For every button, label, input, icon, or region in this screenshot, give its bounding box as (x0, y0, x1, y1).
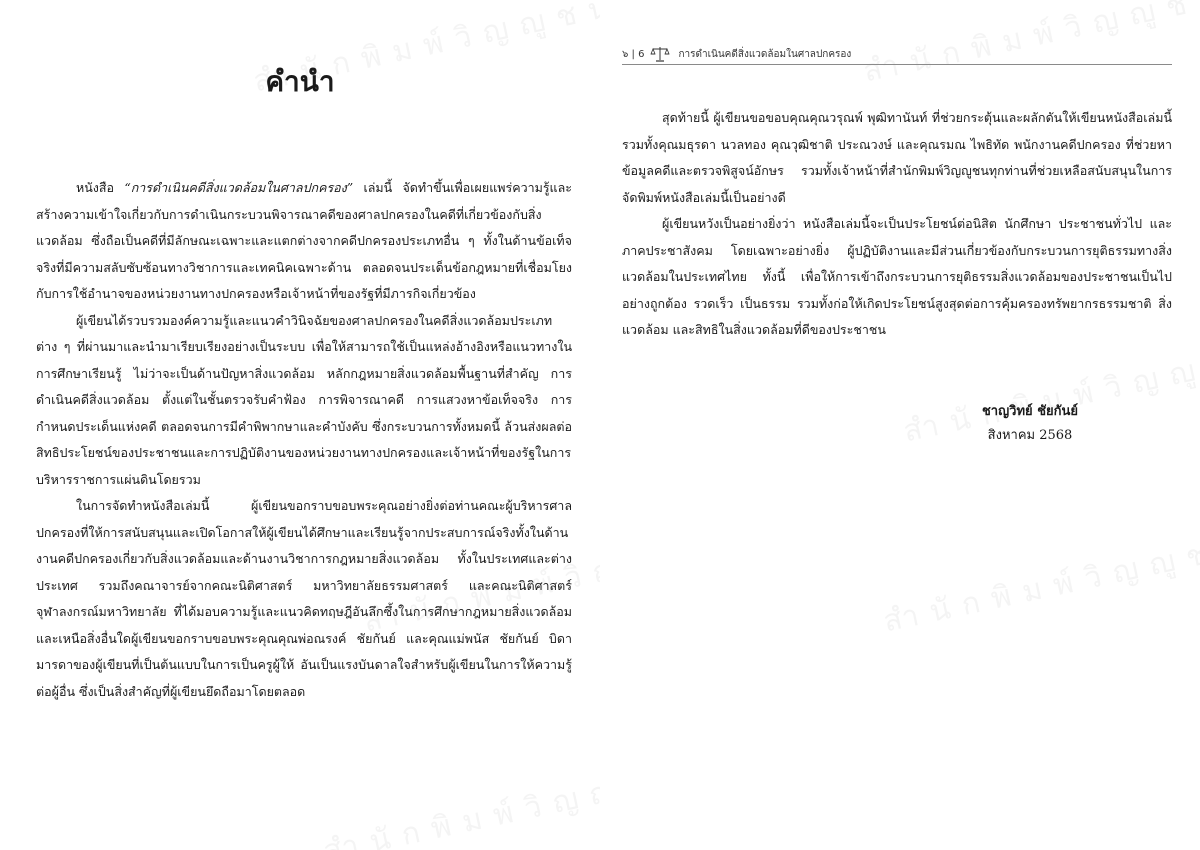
running-head (622, 44, 1172, 65)
paragraph: สุดท้ายนี้ ผู้เขียนขอขอบคุณคุณวรุณพ์ พุฒิทานันท์ ที่ช่วยกระตุ้นและผลักดันให้เขียนหนังสือเล่มนี้ รวมทั้งคุณมธุรดา นวลทอง คุณวุฒิชาติ ประณวงษ์ และคุณรมณ ไพธิทัด พนักงานคดีปกครอง ที่ช่วยหาข้อมูลคดีและตรวจพิสูจน์อักษร รวมทั้งเจ้าหน้าที่สำนักพิมพ์วิญญูชนทุกท่านที่ช่วยเหลือสนับสนุนในการจัดพิมพ์หนังสือเล่มนี้เป็นอย่างดี (622, 110, 1172, 205)
paragraph: ผู้เขียนได้รวบรวมองค์ความรู้และแนวคำวินิจฉัยของศาลปกครองในคดีสิ่งแวดล้อมประเภทต่าง ๆ ที่ผ่านมาและนำมาเรียบเรียงอย่างเป็นระบบ เพื่อให้สามารถใช้เป็นแหล่งอ้างอิงหรือแนวทางในการศึกษาเรียนรู้ ไม่ว่าจะเป็นด้านปัญหาสิ่งแวดล้อม หลักกฎหมายสิ่งแวดล้อมพื้นฐานที่สำคัญ การดำเนินคดีสิ่งแวดล้อม ตั้งแต่ในชั้นตรวจรับคำฟ้อง การพิจารณาคดี การแสวงหาข้อเท็จจริง การกำหนดประเด็นแห่งคดี ตลอดจนการมีคำพิพากษาและคำบังคับ ซึ่งกระบวนการทั้งหมดนี้ ล้วนส่งผลต่อสิทธิประโยชน์ของประชาชนและการปฏิบัติงานของหน่วยงานทางปกครองและเจ้าหน้าที่ของรัฐในการบริหารราชการแผ่นดินโดยรวม (36, 312, 572, 487)
author-name: ชาญวิทย์ ชัยกันย์ (981, 404, 1079, 419)
right-page (600, 0, 1200, 850)
paragraph: หนังสือ “การดำเนินคดีสิ่งแวดล้อมในศาลปกครอง” เล่มนี้ จัดทำขึ้นเพื่อเผยแพร่ความรู้และสร้างความเข้าใจเกี่ยวกับการดำเนินกระบวนพิจารณาคดีของศาลปกครองในคดีที่เกี่ยวข้องกับสิ่งแวดล้อม ซึ่งถือเป็นคดีที่มีลักษณะเฉพาะและแตกต่างจากคดีปกครองประเภทอื่น ๆ ทั้งในด้านข้อเท็จจริงที่มีความสลับซับซ้อนทางวิชาการและเทคนิคเฉพาะด้าน ตลอดจนประเด็นข้อกฎหมายที่เชื่อมโยงกับการใช้อำนาจของหน่วยงานทางปกครองหรือเจ้าหน้าที่ของรัฐที่มีภารกิจเกี่ยวข้อง (36, 180, 572, 301)
paragraph: ผู้เขียนหวังเป็นอย่างยิ่งว่า หนังสือเล่มนี้จะเป็นประโยชน์ต่อนิสิต นักศึกษา ประชาชนทั่วไป และภาคประชาสังคม โดยเฉพาะอย่างยิ่ง ผู้ปฏิบัติงานและมีส่วนเกี่ยวข้องกับกระบวนการยุติธรรมทางสิ่งแวดล้อมในประเทศไทย ทั้งนี้ เพื่อให้การเข้าถึงกระบวนการยุติธรรมสิ่งแวดล้อมของประชาชนเป็นไปอย่างถูกต้อง รวดเร็ว เป็นธรรม รวมทั้งก่อให้เกิดประโยชน์สูงสุดต่อการคุ้มครองทรัพยากรธรรมชาติ สิ่งแวดล้อม และสิทธิในสิ่งแวดล้อมที่ดีของประชาชน (622, 216, 1172, 337)
preface-body-continued (622, 105, 1172, 344)
watermark (879, 522, 1200, 646)
book-title-quote: “การดำเนินคดีสิ่งแวดล้อมในศาลปกครอง” (124, 180, 354, 195)
page-number: ๖ | 6 (622, 48, 645, 60)
running-head-title: การดำเนินคดีสิ่งแวดล้อมในศาลปกครอง (678, 48, 852, 60)
watermark (319, 752, 600, 850)
page-title: คำนำ (265, 65, 335, 98)
signature-date: สิงหาคม 2568 (987, 428, 1073, 443)
scales-of-justice-icon (650, 46, 670, 62)
paragraph: ในการจัดทำหนังสือเล่มนี้ ผู้เขียนขอกราบขอบพระคุณอย่างยิ่งต่อท่านคณะผู้บริหารศาลปกครองที่ให้การสนับสนุนและเปิดโอกาสให้ผู้เขียนได้ศึกษาและเรียนรู้จากประสบการณ์จริงทั้งในด้านงานคดีปกครองเกี่ยวกับสิ่งแวดล้อมและด้านงานวิชาการกฎหมายสิ่งแวดล้อม ทั้งในประเทศและต่างประเทศ รวมถึงคณาจารย์จากคณะนิติศาสตร์ มหาวิทยาลัยธรรมศาสตร์ และคณะนิติศาสตร์ จุฬาลงกรณ์มหาวิทยาลัย ที่ได้มอบความรู้และแนวคิดทฤษฎีอันลึกซึ้งในการศึกษากฎหมายสิ่งแวดล้อม และเหนือสิ่งอื่นใดผู้เขียนขอกราบขอบพระคุณคุณพ่อณรงค์ ชัยกันย์ และคุณแม่พนัส ชัยกันย์ บิดามารดาของผู้เขียนที่เป็นต้นแบบในการเป็นครูผู้ให้ อันเป็นแรงบันดาลใจสำหรับผู้เขียนในการให้ความรู้ต่อผู้อื่น ซึ่งเป็นสิ่งสำคัญที่ผู้เขียนยึดถือมาโดยตลอด (36, 498, 572, 699)
preface-body (36, 175, 572, 705)
signature-block (930, 400, 1130, 448)
